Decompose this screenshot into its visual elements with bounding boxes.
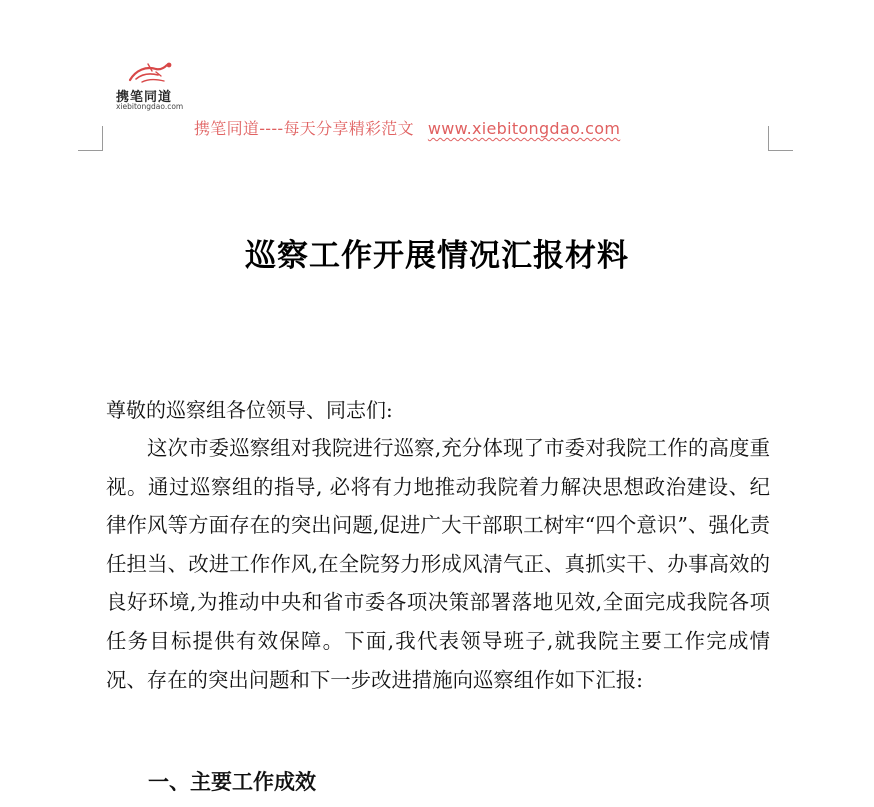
document-title: 巡察工作开展情况汇报材料: [245, 238, 629, 274]
salutation: 尊敬的巡察组各位领导、同志们:: [106, 398, 393, 422]
body-paragraph: 这次市委巡察组对我院进行巡察,充分体现了市委对我院工作的高度重视。通过巡察组的指导, 必将有力地推动我院着力解决思想政治建设、纪律作风等方面存在的突出问题,促进广大干部职工树牢“四个意识”、强化责任担当、改进工作作风,在全院努力形成风清气正、真抓实干、办事高效的良好环境,为推动中央和省市委各项决策部署落地见效,全面完成我院各项任务目标提供有效保障。下面,我代表领导班子,就我院主要工作完成情况、存在的突出问题和下一步改进措施向巡察组作如下汇报:: [106, 436, 770, 692]
site-logo: [112, 60, 192, 112]
logo-name: 携笔同道: [116, 90, 173, 105]
site-slogan: 携笔同道----每天分享精彩范文: [194, 119, 414, 138]
margin-corner-mark-left: [78, 126, 103, 151]
section-heading: 一、主要工作成效: [148, 769, 316, 794]
site-url-link[interactable]: www.xiebitongdao.com: [427, 119, 621, 138]
logo-url: xiebitongdao.com: [116, 102, 184, 111]
page-header-banner: [194, 116, 620, 139]
margin-corner-mark-right: [768, 126, 793, 151]
running-figure-icon: [112, 60, 182, 88]
